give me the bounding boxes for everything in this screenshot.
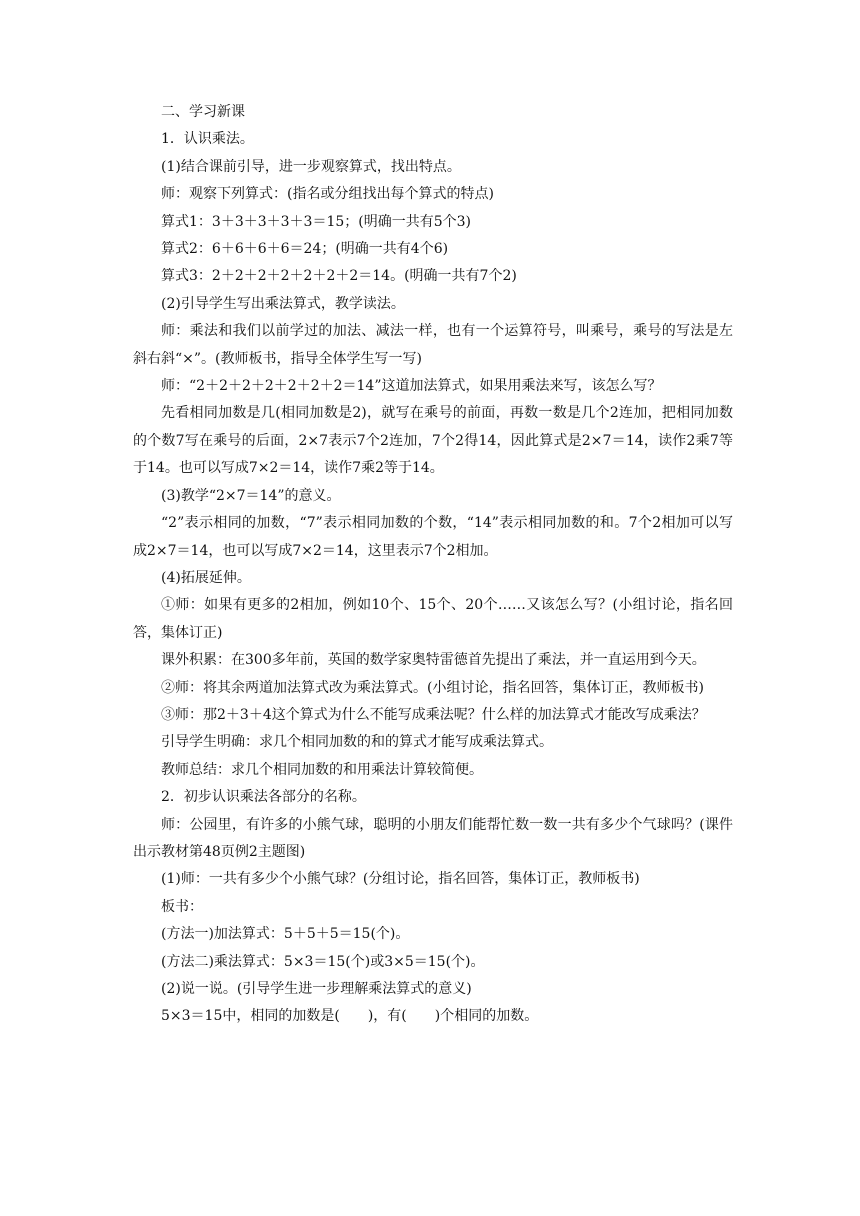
paragraph: (方法二)乘法算式：5×3＝15(个)或3×5＝15(个)。 (161, 953, 485, 970)
paragraph: “2”表示相同的加数，“7”表示相同加数的个数，“14”表示相同加数的和。7个2相加可以写成2×7＝14，也可以写成7×2＝14，这里表示7个2相加。 (133, 515, 733, 559)
paragraph: 算式2：6＋6＋6＋6＝24；(明确一共有4个6) (161, 241, 449, 258)
paragraph: (方法一)加法算式：5＋5＋5＝15(个)。 (161, 926, 410, 943)
paragraph: 课外积累：在300多年前，英国的数学家奥特雷德首先提出了乘法，并一直运用到今天。 (161, 652, 706, 669)
paragraph: 师：公园里，有许多的小熊气球，聪明的小朋友们能帮忙数一数一共有多少个气球吗？(课件出示教材第48页例2主题图) (133, 816, 733, 860)
paragraph: 师：“2＋2＋2＋2＋2＋2＋2＝14”这道加法算式，如果用乘法来写，该怎么写？ (161, 378, 662, 395)
paragraph: (1)结合课前引导，进一步观察算式，找出特点。 (161, 158, 461, 175)
paragraph: 先看相同加数是几(相同加数是2)，就写在乘号的前面，再数一数是几个2连加，把相同加数的个数7写在乘号的后面，2×7表示7个2连加，7个2得14，因此算式是2×7＝14，读作2乘7等于14。也可以写成7×2＝14，读作7乘2等于14。 (133, 405, 733, 477)
paragraph: 算式1：3＋3＋3＋3＋3＝15；(明确一共有5个3) (161, 213, 471, 230)
paragraph: (3)教学“2×7＝14”的意义。 (161, 487, 341, 504)
paragraph: (1)师：一共有多少个小熊气球？(分组讨论，指名回答，集体订正，教师板书) (161, 871, 640, 888)
paragraph: 板书： (161, 898, 203, 915)
paragraph: (4)拓展延伸。 (161, 569, 251, 586)
lesson-body (133, 99, 733, 1031)
paragraph: ①师：如果有更多的2相加，例如10个、15个、20个……又该怎么写？(小组讨论，指名回答，集体订正) (133, 597, 733, 641)
paragraph: 师：乘法和我们以前学过的加法、减法一样，也有一个运算符号，叫乘号，乘号的写法是左斜右斜“×”。(教师板书，指导全体学生写一写) (133, 323, 733, 367)
paragraph: (2)引导学生写出乘法算式，教学读法。 (161, 295, 405, 312)
subsection-heading: 1．认识乘法。 (161, 131, 254, 148)
paragraph: (2)说一说。(引导学生进一步理解乘法算式的意义) (161, 981, 472, 997)
paragraph: 引导学生明确：求几个相同加数的和的算式才能写成乘法算式。 (161, 734, 553, 751)
paragraph: 5×3＝15中，相同的加数是( )，有( )个相同的加数。 (161, 1008, 539, 1025)
paragraph: 师：观察下列算式：(指名或分组找出每个算式的特点) (161, 186, 494, 203)
paragraph: 教师总结：求几个相同加数的和用乘法计算较简便。 (161, 761, 483, 778)
paragraph: 算式3：2＋2＋2＋2＋2＋2＋2＝14。(明确一共有7个2) (161, 268, 517, 285)
section-heading: 二、学习新课 (161, 104, 245, 120)
subsection-heading: 2．初步认识乘法各部分的名称。 (161, 789, 366, 806)
paragraph: ③师：那2＋3＋4这个算式为什么不能写成乘法呢？什么样的加法算式才能改写成乘法？ (161, 706, 706, 723)
paragraph: ②师：将其余两道加法算式改为乘法算式。(小组讨论，指名回答，集体订正，教师板书) (161, 679, 704, 696)
